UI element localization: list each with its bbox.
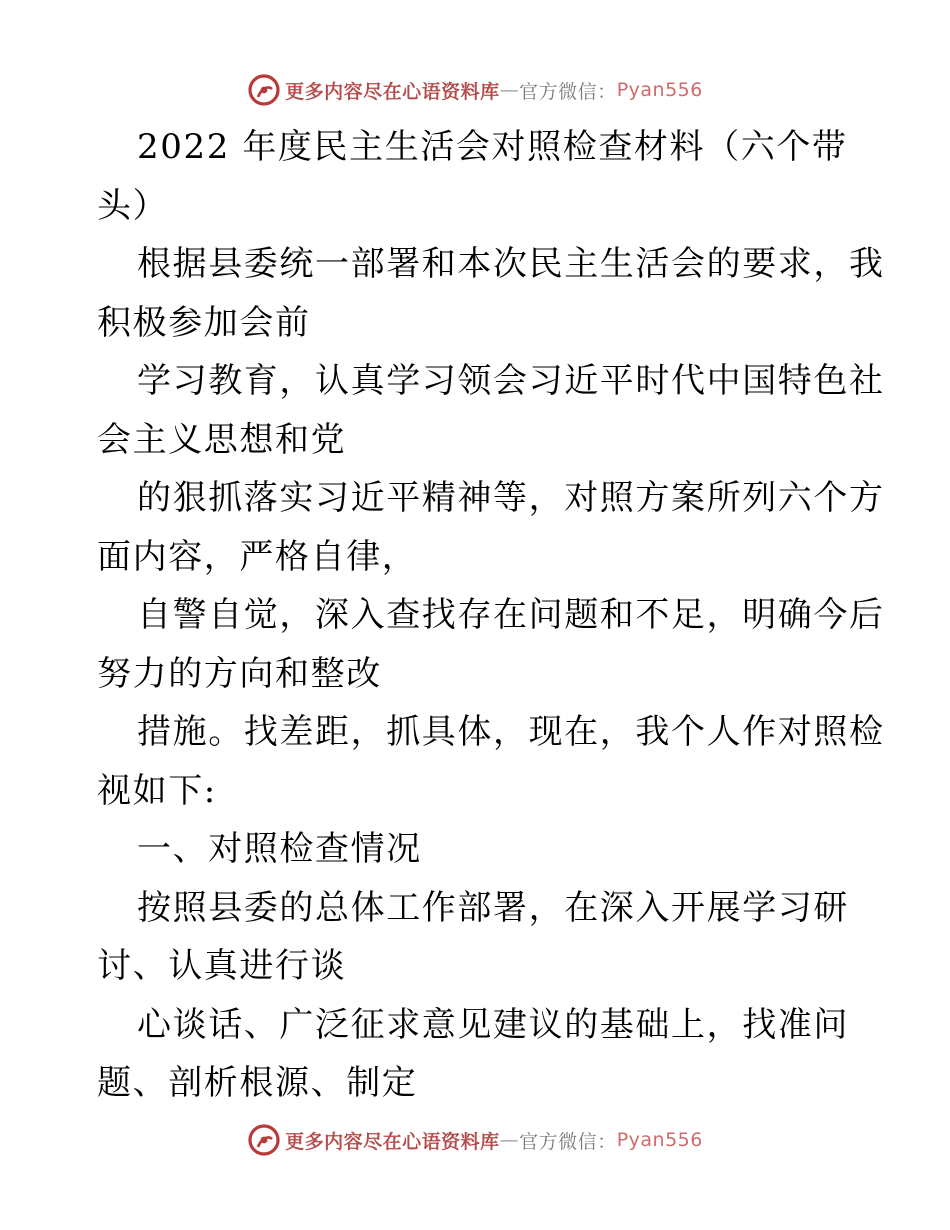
document-body [97,118,885,1113]
text-line: 自警自觉，深入查找存在问题和不足，明确今后 [137,595,885,635]
text-line: 学习教育，认真学习领会习近平时代中国特色社 [137,361,885,401]
text-line: 根据县委统一部署和本次民主生活会的要求，我 [137,244,885,284]
watermark-main-text: 更多内容尽在心语资料库 [285,80,500,103]
text-line: 一、对照检查情况 [137,829,422,869]
red-swirl-logo-icon [247,1123,281,1157]
red-swirl-logo-icon [247,73,281,107]
watermark-main-text: 更多内容尽在心语资料库 [285,1130,500,1153]
watermark-official-label: 官方微信： [519,1130,617,1153]
text-line: 面内容，严格自律， [97,536,418,577]
text-line: 心谈话、广泛征求意见建议的基础上，找准问 [137,1004,849,1045]
watermark-account: Pyan556 [616,1129,703,1151]
text-line: 2022 年度民主生活会对照检查材料（六个带 [137,127,848,167]
watermark-dash: — [499,1129,520,1151]
watermark-dash: — [499,79,520,101]
text-line: 视如下: [97,770,217,811]
watermark-banner-bottom [0,1120,950,1160]
text-line: 措施。找差距，抓具体，现在，我个人作对照检 [137,712,885,752]
text-line: 按照县委的总体工作部署，在深入开展学习研 [137,887,849,928]
watermark-banner-top [0,70,950,110]
text-line: 头） [97,185,169,226]
text-line: 讨、认真进行谈 [97,946,347,986]
text-line: 题、剖析根源、制定 [97,1063,418,1103]
watermark-account: Pyan556 [616,79,703,101]
text-line: 会主义思想和党 [97,419,347,460]
watermark-official-label: 官方微信： [519,80,617,103]
text-line: 努力的方向和整改 [97,653,382,694]
text-line: 积极参加会前 [97,302,311,343]
text-line: 的狠抓落实习近平精神等，对照方案所列六个方 [137,478,885,518]
